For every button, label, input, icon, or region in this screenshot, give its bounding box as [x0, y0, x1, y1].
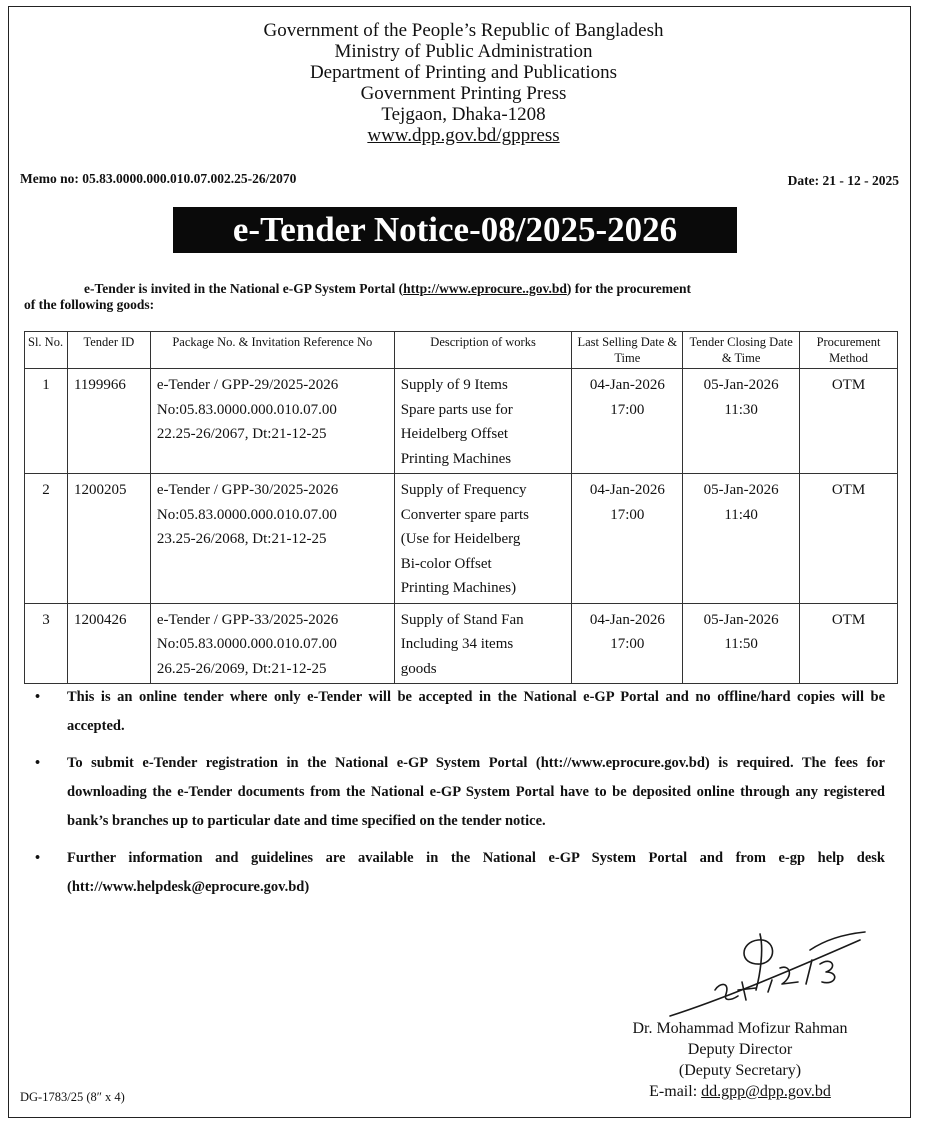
- signatory-rank: (Deputy Secretary): [678, 1062, 802, 1079]
- description-line: Including 34 items: [400, 636, 514, 652]
- table-row: [25, 474, 898, 604]
- signature-block: [580, 1018, 900, 1102]
- row-description: [394, 369, 572, 474]
- table-header-row: [25, 332, 898, 369]
- row-package: [150, 369, 394, 474]
- package-line: e-Tender / GPP-33/2025-2026: [156, 611, 339, 628]
- row-method: OTM: [800, 474, 898, 604]
- table-row: [25, 603, 898, 684]
- description-line: Heidelberg Offset: [400, 426, 509, 442]
- header-description: Description of works: [394, 332, 572, 369]
- description-line: Spare parts use for: [400, 401, 513, 418]
- bullet-icon: •: [35, 755, 41, 771]
- notice-title: e-Tender Notice-08/2025-2026: [173, 207, 737, 253]
- header-last-selling: Last Selling Date & Time: [572, 332, 683, 369]
- intro-text-3: of the following goods:: [24, 297, 155, 312]
- description-line: Supply of 9 Items: [400, 377, 508, 393]
- instruction-list: [35, 683, 885, 910]
- row-method: OTM: [800, 369, 898, 474]
- header-package: Package No. & Invitation Reference No: [150, 332, 394, 369]
- row-last-selling: [572, 603, 683, 684]
- package-line: 23.25-26/2068, Dt:21-12-25: [156, 531, 327, 547]
- row-description: [394, 474, 572, 604]
- package-line: No:05.83.0000.000.010.07.00: [156, 506, 337, 523]
- package-line: e-Tender / GPP-30/2025-2026: [156, 482, 339, 498]
- description-line: Bi-color Offset: [400, 555, 492, 572]
- closing-time: 11:30: [724, 401, 758, 418]
- notice-date: Date: 21 - 12 - 2025: [787, 173, 899, 188]
- row-last-selling: [572, 474, 683, 604]
- list-item: [35, 683, 885, 741]
- row-tender-id: 1199966: [67, 369, 150, 474]
- row-sl: 3: [25, 603, 68, 684]
- header-ministry: Ministry of Public Administration: [334, 41, 593, 62]
- email-label: E-mail:: [649, 1083, 702, 1100]
- closing-date: 05-Jan-2026: [703, 377, 779, 393]
- selling-date: 04-Jan-2026: [589, 482, 665, 498]
- header-tender-id: Tender ID: [67, 332, 150, 369]
- instruction-text: To submit e-Tender registration in the National e-GP System Portal (htt://www.eprocure.gov.bd) is required. The fees for downloading the e-Tender documents from the National e-GP System Portal have to be deposited online through any registered bank’s branches up to particular date and time specified on the tender notice.: [67, 755, 885, 829]
- row-closing: [683, 369, 800, 474]
- intro-paragraph: [24, 281, 894, 313]
- eprocure-link[interactable]: http://www.eprocure..gov.bd: [403, 281, 567, 296]
- selling-time: 17:00: [610, 506, 645, 523]
- row-method: OTM: [800, 603, 898, 684]
- description-line: (Use for Heidelberg: [400, 531, 521, 547]
- instruction-text: Further information and guidelines are available in the National e-GP System Portal and from e-gp help desk (htt://www.helpdesk@eprocure.gov.bd): [67, 850, 885, 895]
- row-description: [394, 603, 572, 684]
- row-closing: [683, 474, 800, 604]
- package-line: No:05.83.0000.000.010.07.00: [156, 636, 337, 652]
- memo-number: Memo no: 05.83.0000.000.010.07.002.25-26/2070: [20, 171, 297, 186]
- email-link[interactable]: dd.gpp@dpp.gov.bd: [701, 1083, 831, 1100]
- intro-text-1: e-Tender is invited in the National e-GP System Portal (: [84, 281, 404, 296]
- handwritten-signature: [660, 920, 890, 1020]
- description-line: Supply of Stand Fan: [400, 611, 524, 628]
- row-tender-id: 1200205: [67, 474, 150, 604]
- closing-time: 11:50: [724, 636, 758, 652]
- row-sl: 2: [25, 474, 68, 604]
- package-line: No:05.83.0000.000.010.07.00: [156, 401, 337, 418]
- row-package: [150, 603, 394, 684]
- footer-code: DG-1783/25 (8″ x 4): [20, 1090, 125, 1104]
- bullet-icon: •: [35, 850, 41, 866]
- package-line: 26.25-26/2069, Dt:21-12-25: [156, 660, 327, 677]
- description-line: Printing Machines): [400, 580, 517, 596]
- description-line: Converter spare parts: [400, 506, 530, 523]
- closing-date: 05-Jan-2026: [703, 482, 779, 498]
- row-last-selling: [572, 369, 683, 474]
- closing-time: 11:40: [724, 506, 758, 523]
- row-closing: [683, 603, 800, 684]
- list-item: [35, 749, 885, 836]
- row-tender-id: 1200426: [67, 603, 150, 684]
- row-package: [150, 474, 394, 604]
- row-sl: 1: [25, 369, 68, 474]
- header-department: Department of Printing and Publications: [309, 62, 618, 83]
- header-website-link[interactable]: www.dpp.gov.bd/gppress: [367, 125, 560, 146]
- selling-time: 17:00: [610, 401, 645, 418]
- selling-time: 17:00: [610, 636, 645, 652]
- tender-table: [24, 331, 898, 684]
- header-government: Government of the People’s Republic of Bangladesh: [263, 20, 664, 41]
- bullet-icon: •: [35, 689, 41, 705]
- selling-date: 04-Jan-2026: [589, 611, 665, 628]
- closing-date: 05-Jan-2026: [703, 611, 779, 628]
- header-method: Procurement Method: [800, 332, 898, 369]
- table-row: [25, 369, 898, 474]
- description-line: Supply of Frequency: [400, 482, 527, 498]
- description-line: Printing Machines: [400, 450, 512, 467]
- header-closing: Tender Closing Date & Time: [683, 332, 800, 369]
- package-line: e-Tender / GPP-29/2025-2026: [156, 377, 339, 393]
- signatory-name: Dr. Mohammad Mofizur Rahman: [632, 1020, 848, 1037]
- description-line: goods: [400, 660, 437, 677]
- signatory-designation: Deputy Director: [687, 1041, 793, 1058]
- header-press: Government Printing Press: [360, 83, 567, 104]
- intro-text-2: ) for the procurement: [566, 281, 691, 296]
- header-sl: Sl. No.: [25, 332, 68, 369]
- list-item: [35, 844, 885, 902]
- instruction-text: This is an online tender where only e-Tender will be accepted in the National e-GP Portal and no offline/hard copies will be accepted.: [67, 689, 885, 734]
- package-line: 22.25-26/2067, Dt:21-12-25: [156, 426, 327, 442]
- selling-date: 04-Jan-2026: [589, 377, 665, 393]
- header-address: Tejgaon, Dhaka-1208: [381, 104, 546, 125]
